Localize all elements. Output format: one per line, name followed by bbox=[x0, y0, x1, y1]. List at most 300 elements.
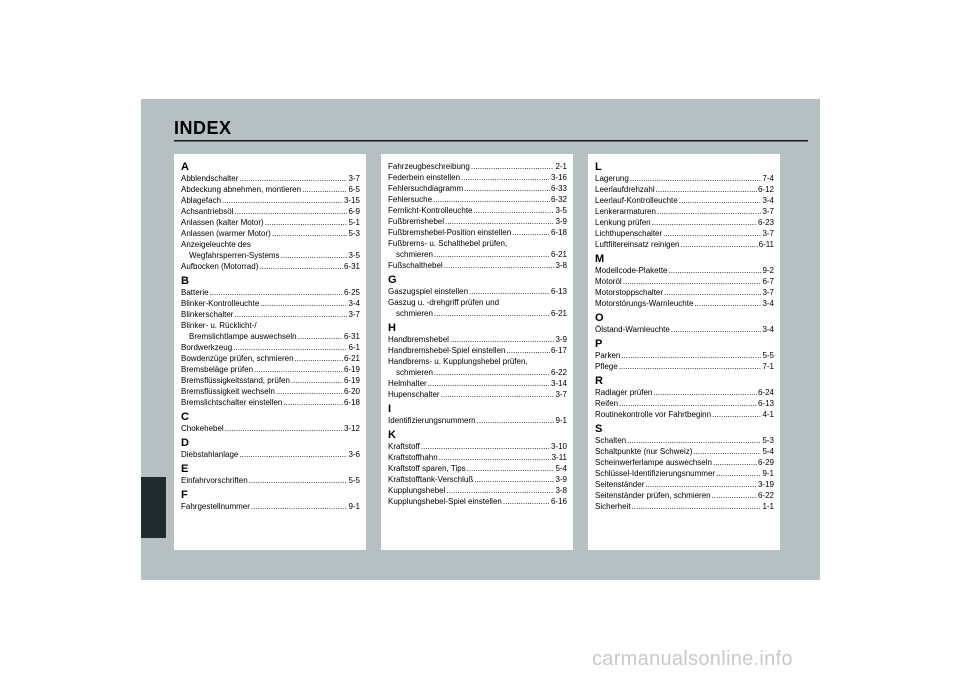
title-rule bbox=[174, 140, 808, 142]
dot-leader bbox=[663, 228, 761, 239]
dot-leader bbox=[664, 287, 761, 298]
index-entry bbox=[595, 468, 774, 479]
dot-leader bbox=[656, 184, 757, 195]
index-entry-label: Diebstahlanlage bbox=[181, 450, 239, 459]
index-entry bbox=[388, 452, 567, 463]
index-entry-page: 3-19 bbox=[757, 480, 774, 489]
index-entry bbox=[388, 378, 567, 389]
index-entry-label: Handbrems- u. Kupplungshebel prüfen, bbox=[388, 357, 528, 366]
section-letter: E bbox=[181, 463, 189, 475]
index-entry bbox=[388, 161, 567, 172]
index-entry bbox=[181, 397, 360, 408]
index-entry bbox=[388, 415, 567, 426]
index-entry bbox=[388, 345, 567, 356]
index-entry-page: 6-13 bbox=[550, 287, 567, 296]
index-entry-label: Fahrzeugbeschreibung bbox=[388, 162, 470, 171]
index-entry bbox=[388, 334, 567, 345]
dot-leader bbox=[474, 474, 554, 485]
index-entry-label: Gaszug u. -drehgriff prüfen und bbox=[388, 298, 500, 307]
dot-leader bbox=[291, 375, 343, 386]
index-entry-page: 6-21 bbox=[343, 354, 360, 363]
index-entry bbox=[388, 389, 567, 400]
index-entry bbox=[181, 475, 360, 486]
index-entry-label: Fußbremshebel bbox=[388, 217, 445, 226]
index-entry-label: Fehlersuche bbox=[388, 195, 433, 204]
index-entry bbox=[388, 441, 567, 452]
index-entry bbox=[181, 501, 360, 512]
dot-leader bbox=[464, 183, 550, 194]
index-entry-page: 3-4 bbox=[762, 299, 774, 308]
index-entry bbox=[388, 183, 567, 194]
index-entry bbox=[595, 501, 774, 512]
dot-leader bbox=[272, 228, 348, 239]
dot-leader bbox=[652, 217, 757, 228]
index-entry-label: Motoröl bbox=[595, 277, 622, 286]
index-entry bbox=[388, 367, 567, 378]
index-entry-label: Bremsflüssigkeitsstand, prüfen bbox=[181, 376, 290, 385]
index-entry-page: 6-9 bbox=[348, 207, 360, 216]
index-entry-label: Ablagefach bbox=[181, 196, 222, 205]
dot-leader bbox=[630, 173, 762, 184]
index-entry-label: Chokehebel bbox=[181, 424, 224, 433]
index-entry bbox=[595, 173, 774, 184]
index-entry-page: 6-11 bbox=[758, 240, 774, 249]
section-letter: M bbox=[595, 253, 605, 265]
index-entry bbox=[595, 217, 774, 228]
index-entry-page: 7-1 bbox=[762, 362, 774, 371]
dot-leader bbox=[645, 479, 757, 490]
index-entry-page: 3-16 bbox=[550, 173, 567, 182]
index-entry-label: Federbein einstellen bbox=[388, 173, 461, 182]
index-entry-label: Hupenschalter bbox=[388, 390, 440, 399]
index-entry bbox=[595, 184, 774, 195]
index-entry-label: Fußbrems- u. Schalthebel prüfen, bbox=[388, 239, 508, 248]
index-entry-page: 6-17 bbox=[550, 346, 567, 355]
watermark: carmanualsonline.info bbox=[592, 648, 793, 670]
index-entry bbox=[595, 265, 774, 276]
dot-leader bbox=[302, 184, 347, 195]
section-letter: F bbox=[181, 489, 188, 501]
index-entry-label: Fehlersuchdiagramm bbox=[388, 184, 464, 193]
index-entry bbox=[595, 350, 774, 361]
index-entry bbox=[181, 217, 360, 228]
index-entry-page: 3-7 bbox=[762, 207, 774, 216]
index-entry-page: 3-5 bbox=[555, 206, 567, 215]
dot-leader bbox=[467, 463, 555, 474]
index-entry-label: Schlüssel-Identifizierungsnummer bbox=[595, 469, 716, 478]
dot-leader bbox=[210, 287, 343, 298]
index-entry bbox=[181, 206, 360, 217]
dot-leader bbox=[681, 239, 758, 250]
dot-leader bbox=[439, 452, 551, 463]
index-entry-page: 3-14 bbox=[550, 379, 567, 388]
index-entry bbox=[388, 496, 567, 507]
section-letter: K bbox=[388, 429, 396, 441]
index-entry bbox=[388, 474, 567, 485]
index-entry bbox=[388, 172, 567, 183]
index-entry bbox=[181, 173, 360, 184]
index-entry-page: 1-1 bbox=[762, 502, 774, 511]
index-entry-label: Bowdenzüge prüfen, schmieren bbox=[181, 354, 294, 363]
index-entry-page: 6-19 bbox=[343, 376, 360, 385]
index-entry-label: Ölstand-Warnleuchte bbox=[595, 325, 670, 334]
dot-leader bbox=[259, 261, 343, 272]
index-entry-page: 3-7 bbox=[762, 288, 774, 297]
index-entry bbox=[181, 228, 360, 239]
dot-leader bbox=[225, 423, 343, 434]
dot-leader bbox=[260, 298, 347, 309]
index-entry-label: Sicherheit bbox=[595, 502, 631, 511]
index-entry bbox=[595, 228, 774, 239]
index-entry bbox=[595, 287, 774, 298]
index-entry-page: 6-22 bbox=[550, 368, 567, 377]
index-entry bbox=[595, 206, 774, 217]
index-entry-page: 3-8 bbox=[555, 486, 567, 495]
index-entry-label: Identifizierungsnummern bbox=[388, 416, 476, 425]
index-entry-page: 4-1 bbox=[762, 410, 774, 419]
index-entry bbox=[595, 387, 774, 398]
dot-leader bbox=[281, 250, 348, 261]
index-entry-page: 6-12 bbox=[757, 185, 774, 194]
index-entry bbox=[181, 423, 360, 434]
index-entry-label: Gaszugspiel einstellen bbox=[388, 287, 469, 296]
index-entry bbox=[388, 286, 567, 297]
index-entry-page: 3-4 bbox=[762, 325, 774, 334]
dot-leader bbox=[477, 415, 555, 426]
index-entry bbox=[181, 386, 360, 397]
section-letter: P bbox=[595, 338, 603, 350]
index-entry-page: 9-1 bbox=[555, 416, 567, 425]
index-entry bbox=[388, 485, 567, 496]
index-entry-label: Parken bbox=[595, 351, 621, 360]
dot-leader bbox=[469, 286, 550, 297]
dot-leader bbox=[450, 334, 555, 345]
dot-leader bbox=[298, 331, 343, 342]
index-entry-label: Luftfiltereinsatz reinigen bbox=[595, 240, 680, 249]
index-entry bbox=[388, 194, 567, 205]
index-entry-label: Fußschalthebel bbox=[388, 261, 443, 270]
dot-leader bbox=[713, 457, 757, 468]
index-entry-page: 3-5 bbox=[348, 251, 360, 260]
index-entry-page: 5-5 bbox=[348, 476, 360, 485]
index-entry-page: 6-21 bbox=[550, 250, 567, 259]
index-entry-label: Leerlaufdrehzahl bbox=[595, 185, 655, 194]
dot-leader bbox=[632, 501, 762, 512]
index-entry-label: Kraftstofftank-Verschluß bbox=[388, 475, 474, 484]
index-entry-page: 6-19 bbox=[343, 365, 360, 374]
index-entry bbox=[181, 287, 360, 298]
index-entry-page: 6-22 bbox=[757, 491, 774, 500]
index-entry-page: 5-1 bbox=[348, 218, 360, 227]
dot-leader bbox=[434, 249, 550, 260]
index-entry-label: Abdeckung abnehmen, montieren bbox=[181, 185, 302, 194]
section-letter: B bbox=[181, 275, 189, 287]
index-entry bbox=[595, 195, 774, 206]
index-entry bbox=[388, 463, 567, 474]
dot-leader bbox=[627, 435, 761, 446]
index-entry-page: 9-2 bbox=[762, 266, 774, 275]
index-entry-page: 2-1 bbox=[555, 162, 567, 171]
dot-leader bbox=[503, 496, 550, 507]
dot-leader bbox=[249, 475, 348, 486]
index-entry-page: 6-29 bbox=[757, 458, 774, 467]
index-entry-label: Lenkerarmaturen bbox=[595, 207, 656, 216]
dot-leader bbox=[619, 361, 762, 372]
index-entry-label: Handbremshebel bbox=[388, 335, 449, 344]
index-entry-label: Bremslichtlampe auswechseln bbox=[189, 332, 297, 341]
dot-leader bbox=[434, 308, 550, 319]
index-entry-label: Einfahrvorschriften bbox=[181, 476, 248, 485]
dot-leader bbox=[679, 195, 762, 206]
index-entry-label: Lagerung bbox=[595, 174, 629, 183]
index-entry-label: Bremsbeläge prüfen bbox=[181, 365, 254, 374]
index-entry-label: Reifen bbox=[595, 399, 619, 408]
index-entry bbox=[181, 353, 360, 364]
dot-leader bbox=[712, 490, 757, 501]
index-entry bbox=[388, 216, 567, 227]
index-entry-page: 3-10 bbox=[550, 442, 567, 451]
dot-leader bbox=[239, 173, 347, 184]
index-entry-label: Radlager prüfen bbox=[595, 388, 653, 397]
index-entry bbox=[595, 479, 774, 490]
index-entry bbox=[388, 260, 567, 271]
index-entry-label: Routinekontrolle vor Fahrtbeginn bbox=[595, 410, 712, 419]
index-entry bbox=[595, 490, 774, 501]
index-entry-label: Leerlauf-Kontrolleuchte bbox=[595, 196, 678, 205]
index-entry-page: 3-6 bbox=[348, 450, 360, 459]
dot-leader bbox=[276, 386, 343, 397]
index-entry-page: 6-32 bbox=[550, 195, 567, 204]
index-entry-label: Bordwerkzeug bbox=[181, 343, 233, 352]
dot-leader bbox=[473, 205, 554, 216]
index-entry-label: Helmhalter bbox=[388, 379, 427, 388]
index-entry-page: 6-7 bbox=[762, 277, 774, 286]
index-entry-page: 6-18 bbox=[343, 398, 360, 407]
index-entry bbox=[388, 249, 567, 260]
index-entry-page: 3-7 bbox=[762, 229, 774, 238]
dot-leader bbox=[234, 309, 347, 320]
index-entry bbox=[595, 435, 774, 446]
section-letter: L bbox=[595, 161, 602, 173]
section-letter: O bbox=[595, 312, 604, 324]
index-entry bbox=[595, 276, 774, 287]
section-letter: R bbox=[595, 375, 603, 387]
section-letter: H bbox=[388, 322, 396, 334]
dot-leader bbox=[671, 324, 762, 335]
section-letter: I bbox=[388, 403, 392, 415]
dot-leader bbox=[283, 397, 343, 408]
index-entry bbox=[181, 449, 360, 460]
index-entry bbox=[595, 398, 774, 409]
dot-leader bbox=[433, 194, 550, 205]
index-entry-page: 3-9 bbox=[555, 475, 567, 484]
index-entry-label: Batterie bbox=[181, 288, 209, 297]
index-entry-label: Anzeigeleuchte des bbox=[181, 240, 251, 249]
index-entry-label: Lenkung prüfen bbox=[595, 218, 651, 227]
index-entry-label: Motorstörungs-Warnleuchte bbox=[595, 299, 694, 308]
index-entry-page: 9-1 bbox=[348, 502, 360, 511]
dot-leader bbox=[621, 350, 761, 361]
index-entry-page: 6-5 bbox=[348, 185, 360, 194]
index-entry-label: Anlassen (kalter Motor) bbox=[181, 218, 264, 227]
dot-leader bbox=[506, 345, 550, 356]
index-entry-label: Schaltpunkte (nur Schweiz) bbox=[595, 447, 693, 456]
dot-leader bbox=[421, 441, 550, 452]
dot-leader bbox=[712, 409, 761, 420]
section-letter: S bbox=[595, 423, 603, 435]
index-entry bbox=[595, 361, 774, 372]
index-entry bbox=[181, 342, 360, 353]
section-letter: C bbox=[181, 411, 189, 423]
index-entry-label: Fahrgestellnummer bbox=[181, 502, 250, 511]
dot-leader bbox=[668, 265, 761, 276]
index-entry-label: Blinkerschalter bbox=[181, 310, 234, 319]
index-entry-label: Achsantriebsöl bbox=[181, 207, 234, 216]
section-letter: D bbox=[181, 437, 189, 449]
index-entry-label: Scheinwerferlampe auswechseln bbox=[595, 458, 712, 467]
dot-leader bbox=[444, 260, 555, 271]
index-entry-label: Fernlicht-Kontrolleuchte bbox=[388, 206, 473, 215]
index-entry bbox=[181, 331, 360, 342]
index-entry bbox=[388, 205, 567, 216]
dot-leader bbox=[233, 342, 347, 353]
index-entry bbox=[595, 324, 774, 335]
index-entry-label: Seitenständer prüfen, schmieren bbox=[595, 491, 711, 500]
page-title: INDEX bbox=[174, 118, 232, 138]
index-entry-page: 3-8 bbox=[555, 261, 567, 270]
index-entry bbox=[595, 446, 774, 457]
index-entry-page: 5-4 bbox=[762, 447, 774, 456]
index-entry bbox=[181, 184, 360, 195]
index-entry-page: 6-33 bbox=[550, 184, 567, 193]
index-entry-label: Pflege bbox=[595, 362, 618, 371]
index-entry-page: 5-3 bbox=[762, 436, 774, 445]
dot-leader bbox=[653, 387, 757, 398]
index-entry-page: 3-9 bbox=[555, 217, 567, 226]
dot-leader bbox=[434, 367, 550, 378]
chapter-side-tab bbox=[141, 477, 166, 538]
dot-leader bbox=[239, 449, 347, 460]
dot-leader bbox=[265, 217, 348, 228]
section-letter: A bbox=[181, 161, 189, 173]
index-entry-page: 3-9 bbox=[555, 335, 567, 344]
dot-leader bbox=[471, 161, 555, 172]
index-entry-page: 3-11 bbox=[551, 453, 567, 462]
dot-leader bbox=[623, 276, 762, 287]
dot-leader bbox=[716, 468, 761, 479]
section-letter: G bbox=[388, 274, 397, 286]
index-entry-page: 6-1 bbox=[348, 343, 360, 352]
index-entry-label: Kupplungshebel-Spiel einstellen bbox=[388, 497, 502, 506]
index-entry-page: 3-7 bbox=[348, 174, 360, 183]
index-entry-label: Seitenständer bbox=[595, 480, 645, 489]
dot-leader bbox=[234, 206, 347, 217]
dot-leader bbox=[445, 216, 554, 227]
dot-leader bbox=[693, 446, 761, 457]
index-entry-label: Kraftstoff bbox=[388, 442, 420, 451]
index-entry-label: Kraftstoff sparen, Tips bbox=[388, 464, 466, 473]
index-entry-page: 9-1 bbox=[762, 469, 774, 478]
index-entry-page: 3-4 bbox=[762, 196, 774, 205]
index-entry-label: Motorstoppschalter bbox=[595, 288, 664, 297]
index-entry-label: Blinker-Kontrolleuchte bbox=[181, 299, 260, 308]
index-entry-page: 3-15 bbox=[343, 196, 360, 205]
dot-leader bbox=[619, 398, 757, 409]
index-entry-label: Abblendschalter bbox=[181, 174, 239, 183]
index-entry-page: 5-3 bbox=[348, 229, 360, 238]
index-entry-label: schmieren bbox=[396, 250, 433, 259]
index-entry-page: 5-4 bbox=[555, 464, 567, 473]
index-entry-page: 6-13 bbox=[757, 399, 774, 408]
index-entry-page: 3-4 bbox=[348, 299, 360, 308]
index-entry-page: 6-24 bbox=[757, 388, 774, 397]
dot-leader bbox=[254, 364, 343, 375]
index-entry-page: 7-4 bbox=[762, 174, 774, 183]
index-entry-page: 3-7 bbox=[348, 310, 360, 319]
index-entry-label: Blinker- u. Rücklicht-/ bbox=[181, 321, 257, 330]
index-entry-page: 6-31 bbox=[343, 262, 360, 271]
dot-leader bbox=[428, 378, 550, 389]
index-entry bbox=[388, 308, 567, 319]
index-entry-page: 6-23 bbox=[757, 218, 774, 227]
index-entry-label: Modellcode-Plakette bbox=[595, 266, 668, 275]
index-entry-label: schmieren bbox=[396, 368, 433, 377]
dot-leader bbox=[251, 501, 348, 512]
index-entry-page: 6-21 bbox=[550, 309, 567, 318]
dot-leader bbox=[441, 389, 555, 400]
index-column-3 bbox=[588, 154, 780, 550]
index-entry-page: 3-7 bbox=[555, 390, 567, 399]
index-entry-label: schmieren bbox=[396, 309, 433, 318]
index-entry bbox=[181, 261, 360, 272]
index-entry-page: 6-25 bbox=[343, 288, 360, 297]
dot-leader bbox=[694, 298, 761, 309]
index-entry bbox=[181, 364, 360, 375]
index-entry-label: Fußbremshebel-Position einstellen bbox=[388, 228, 512, 237]
index-entry-label: Kraftstoffhahn bbox=[388, 453, 438, 462]
index-entry-page: 3-12 bbox=[343, 424, 360, 433]
index-entry-label: Wegfahrsperren-Systems bbox=[189, 251, 280, 260]
index-entry-page: 5-5 bbox=[762, 351, 774, 360]
dot-leader bbox=[446, 485, 554, 496]
dot-leader bbox=[512, 227, 550, 238]
index-entry-label: Anlassen (warmer Motor) bbox=[181, 229, 271, 238]
index-entry bbox=[595, 239, 774, 250]
index-entry bbox=[181, 298, 360, 309]
index-entry-label: Lichthupenschalter bbox=[595, 229, 663, 238]
index-column-1 bbox=[174, 154, 366, 550]
index-entry-page: 6-16 bbox=[550, 497, 567, 506]
dot-leader bbox=[222, 195, 343, 206]
index-entry bbox=[181, 309, 360, 320]
index-entry-label: Kupplungshebel bbox=[388, 486, 446, 495]
index-entry-page: 6-18 bbox=[550, 228, 567, 237]
index-entry-label: Aufbocken (Motorrad) bbox=[181, 262, 259, 271]
dot-leader bbox=[295, 353, 343, 364]
index-entry bbox=[181, 375, 360, 386]
index-entry bbox=[181, 195, 360, 206]
dot-leader bbox=[461, 172, 550, 183]
index-entry bbox=[595, 298, 774, 309]
index-entry bbox=[181, 250, 360, 261]
index-entry-page: 6-20 bbox=[343, 387, 360, 396]
index-entry bbox=[595, 409, 774, 420]
index-entry-label: Bremslichtschalter einstellen bbox=[181, 398, 283, 407]
index-entry bbox=[388, 227, 567, 238]
index-entry-label: Handbremshebel-Spiel einstellen bbox=[388, 346, 506, 355]
dot-leader bbox=[657, 206, 762, 217]
index-column-2 bbox=[381, 154, 573, 550]
